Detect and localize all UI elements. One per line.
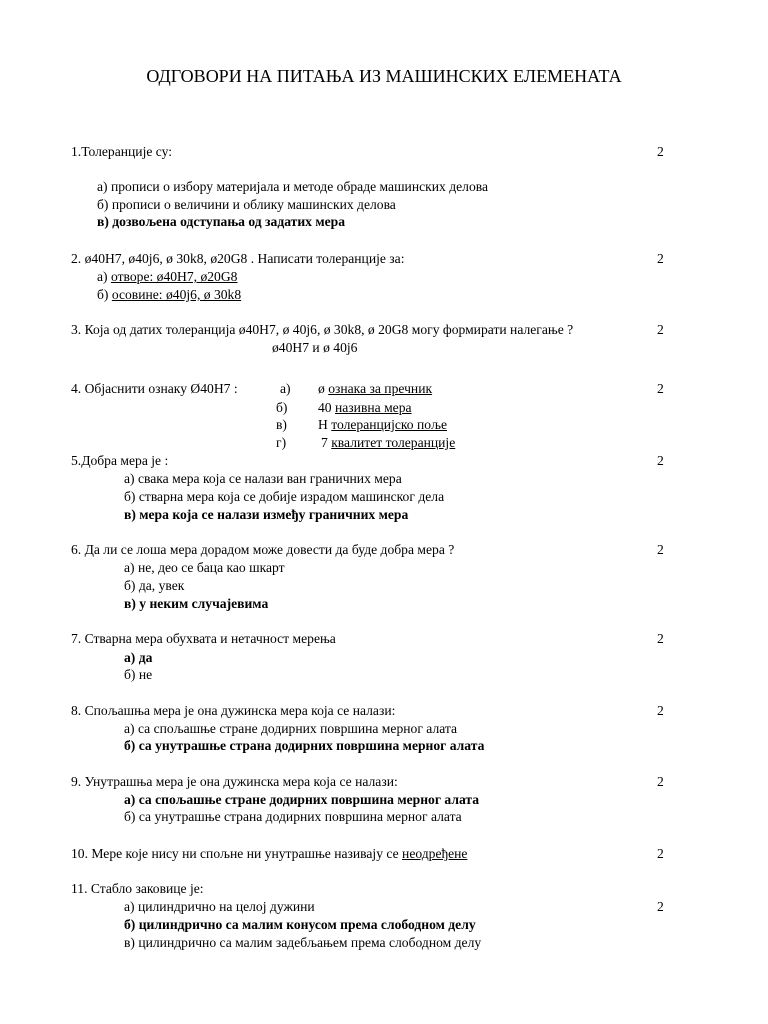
points-value: 2 xyxy=(657,899,664,914)
question-text: 2. ø40H7, ø40j6, ø 30k8, ø20G8 . Написати толеранције за: xyxy=(71,251,405,266)
points-value: 2 xyxy=(657,251,664,266)
option-letter: б) xyxy=(97,287,112,302)
option-letter: а) xyxy=(97,269,111,284)
points-value: 2 xyxy=(657,381,664,396)
option-letter: в) xyxy=(276,417,287,432)
question-text: 6. Да ли се лоша мера дорадом може довести да буде добра мера ? xyxy=(71,542,455,557)
correct-answer: б) цилиндрично са малим конусом према слободном делу xyxy=(124,917,476,932)
answer-option: а) са спољашње стране додирних површина мерног алата xyxy=(124,721,458,736)
correct-answer: а) са спољашње стране додирних површина мерног алата xyxy=(124,792,480,807)
question-text: 3. Која од датих толеранција ø40H7, ø 40j6, ø 30k8, ø 20G8 могу формирати налегање ? xyxy=(71,322,574,337)
option-symbol: 7 xyxy=(321,435,328,450)
question-text: 9. Унутрашња мера је она дужинска мера која се налази: xyxy=(71,774,398,789)
points-value: 2 xyxy=(657,453,664,468)
points-value: 2 xyxy=(657,774,664,789)
answer-option: а) свака мера која се налази ван граничних мера xyxy=(124,471,402,486)
answer-option: б) са унутрашње страна додирних површина мерног алата xyxy=(124,809,462,824)
correct-answer: а) да xyxy=(124,650,153,665)
correct-answer: ознака за пречник xyxy=(328,381,433,396)
question-prompt: 10. Мере које нису ни спољне ни унутрашње називају се xyxy=(71,846,403,861)
correct-answer: називна мера xyxy=(335,400,412,415)
correct-answer: квалитет толеранције xyxy=(331,435,456,450)
correct-answer: в) у неким случајевима xyxy=(124,596,269,611)
answer-option: б) стварна мера која се добије израдом машинског дела xyxy=(124,489,445,504)
correct-answer: неодређене xyxy=(402,846,468,861)
points-value: 2 xyxy=(657,631,664,646)
question-text xyxy=(71,845,467,863)
answer-option: б) прописи о величини и облику машинских делова xyxy=(97,197,396,212)
question-text: 7. Стварна мера обухвата и нетачност мерења xyxy=(71,631,336,646)
answer-option xyxy=(318,380,432,398)
answer-option xyxy=(97,268,237,286)
correct-answer: в) мера која се налази између граничних мера xyxy=(124,507,409,522)
option-letter: а) xyxy=(280,381,291,396)
answer-option: а) не, део се баца као шкарт xyxy=(124,560,285,575)
correct-answer: толеранцијско поље xyxy=(331,417,447,432)
correct-answer: в) дозвољена одступања од задатих мера xyxy=(97,214,345,229)
answer-option: б) да, увек xyxy=(124,578,185,593)
question-text: 8. Спољашња мера је она дужинска мера која се налази: xyxy=(71,703,396,718)
page-title: ОДГОВОРИ НА ПИТАЊА ИЗ МАШИНСКИХ ЕЛЕМЕНАТА xyxy=(146,66,622,86)
question-text: 1.Толеранције су: xyxy=(71,144,173,159)
correct-answer: осовине: ø40j6, ø 30k8 xyxy=(111,287,242,302)
option-symbol: ø xyxy=(318,381,325,396)
question-text: 11. Стабло заковице је: xyxy=(71,881,204,896)
option-symbol: H xyxy=(318,417,328,432)
answer-option: в) цилиндрично са малим задебљањем према слободном делу xyxy=(124,935,482,950)
answer-option xyxy=(97,286,241,304)
points-value: 2 xyxy=(657,144,664,159)
option-symbol: 40 xyxy=(318,400,332,415)
points-value: 2 xyxy=(657,846,664,861)
correct-answer: отворе: ø40H7, ø20G8 xyxy=(110,269,238,284)
points-value: 2 xyxy=(657,542,664,557)
points-value: 2 xyxy=(657,322,664,337)
answer-option: б) не xyxy=(124,667,153,682)
answer-option xyxy=(318,399,412,417)
question-text: 5.Добра мера је : xyxy=(71,453,169,468)
option-letter: б) xyxy=(276,400,288,415)
answer-option: а) цилиндрично на целој дужини xyxy=(124,899,315,914)
answer-option: а) прописи о избору материјала и методе обраде машинских делова xyxy=(97,179,489,194)
correct-answer: б) са унутрашње страна додирних површина мерног алата xyxy=(124,738,485,753)
answer-option xyxy=(321,434,455,452)
answer-text: ø40H7 и ø 40j6 xyxy=(272,340,358,355)
answer-option xyxy=(318,416,447,434)
question-text: 4. Објаснити ознаку Ø40H7 : xyxy=(71,381,238,396)
points-value: 2 xyxy=(657,703,664,718)
option-letter: г) xyxy=(276,435,287,450)
